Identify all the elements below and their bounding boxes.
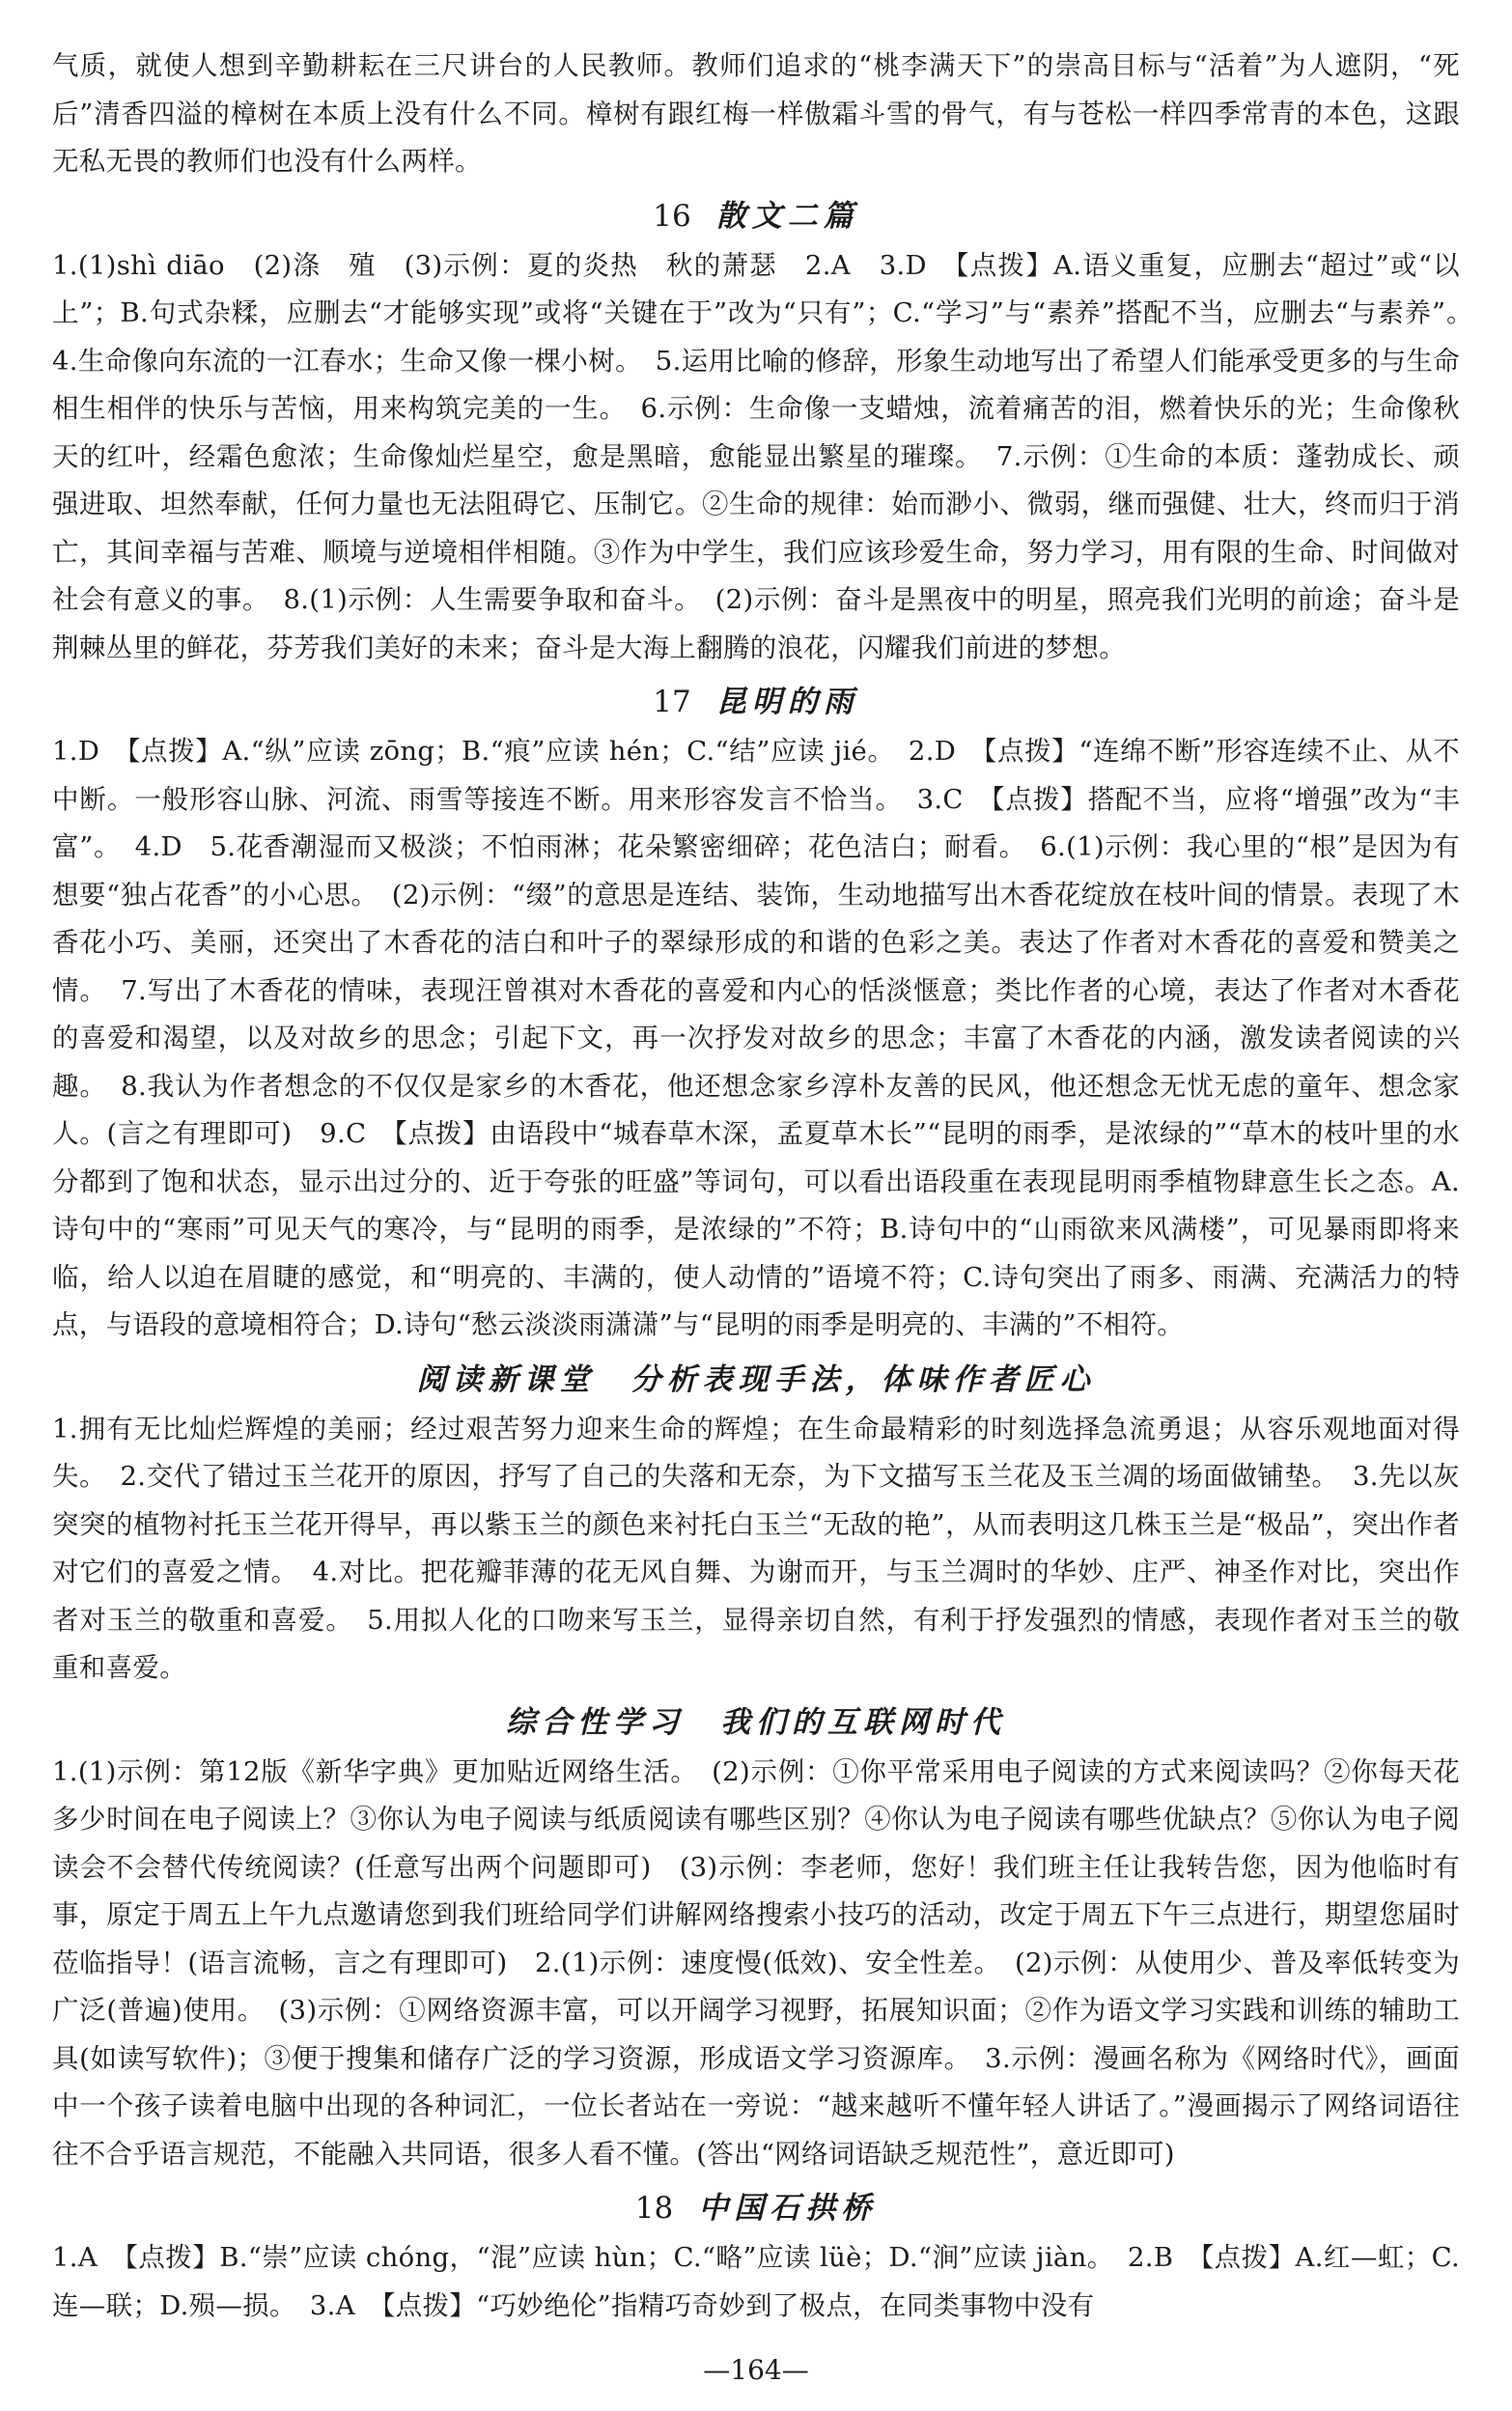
section-title: 综合性学习 我们的互联网时代 bbox=[506, 1704, 1006, 1740]
paragraph-section-17: 1.D 【点拨】A.“纵”应读 zōng；B.“痕”应读 hén；C.“结”应读 jié。 2.D 【点拨】“连绵不断”形容连续不止、从不中断。一般形容山脉、河流、雨雪等接连不断。用来形容发言不恰当。 3.C 【点拨】搭配不当，应将“增强”改为“丰富”。 4.D 5.花香潮湿而又极淡；不怕雨淋；花朵繁密细碎；花色洁白；耐看。 6.(1)示例：我心里的“根”是因为有想要“独占花香”的小心思。 (2)示例：“缀”的意思是连结、装饰，生动地描写出木香花绽放在枝叶间的情景。表现了木香花小巧、美丽，还突出了木香花的洁白和叶子的翠绿形成的和谐的色彩之美。表达了作者对木香花的喜爱和赞美之情。 7.写出了木香花的情味，表现汪曾祺对木香花的喜爱和内心的恬淡惬意；类比作者的心境，表达了作者对木香花的喜爱和渴望，以及对故乡的思念；引起下文，再一次抒发对故乡的思念；丰富了木香花的内涵，激发读者阅读的兴趣。 8.我认为作者想念的不仅仅是家乡的木香花，他还想念家乡淳朴友善的民风，他还想念无忧无虑的童年、想念家人。(言之有理即可) 9.C 【点拨】由语段中“城春草木深，孟夏草木长”“昆明的雨季，是浓绿的”“草木的枝叶里的水分都到了饱和状态，显示出过分的、近于夸张的旺盛”等词句，可以看出语段重在表现昆明雨季植物肆意生长之态。A.诗句中的“寒雨”可见天气的寒冷，与“昆明的雨季，是浓绿的”不符；B.诗句中的“山雨欲来风满楼”，可见暴雨即将来临，给人以迫在眉睫的感觉，和“明亮的、丰满的，使人动情的”语境不符；C.诗句突出了雨多、雨满、充满活力的特点，与语段的意境相符合；D.诗句“愁云淡淡雨潇潇”与“昆明的雨季是明亮的、丰满的”不相符。 bbox=[52, 736, 1460, 1340]
paragraph-integrated: 1.(1)示例：第12版《新华字典》更加贴近网络生活。 (2)示例：①你平常采用电子阅读的方式来阅读吗？②你每天花多少时间在电子阅读上？③你认为电子阅读与纸质阅读有哪些区别？④你认为电子阅读有哪些优缺点？⑤你认为电子阅读会不会替代传统阅读？(任意写出两个问题即可) (3)示例：李老师，您好！我们班主任让我转告您，因为他临时有事，原定于周五上午九点邀请您到我们班给同学们讲解网络搜索小技巧的活动，改定于周五下午三点进行，期望您届时莅临指导！(语言流畅，言之有理即可) 2.(1)示例：速度慢(低效)、安全性差。 (2)示例：从使用少、普及率低转变为广泛(普遍)使用。 (3)示例：①网络资源丰富，可以开阔学习视野，拓展知识面；②作为语文学习实践和训练的辅助工具(如读写软件)；③便于搜集和储存广泛的学习资源，形成语文学习资源库。 3.示例：漫画名称为《网络时代》，画面中一个孩子读着电脑中出现的各种词汇，一位长者站在一旁说：“越来越听不懂年轻人讲话了。”漫画揭示了网络词语往往不合乎语言规范，不能融入共同语，很多人看不懂。(答出“网络词语缺乏规范性”，意近即可) bbox=[52, 1755, 1460, 2170]
section-number: 16 bbox=[653, 198, 691, 234]
section-title: 散文二篇 bbox=[715, 198, 859, 234]
answer-page bbox=[52, 42, 1487, 2330]
section-heading-integrated bbox=[52, 1698, 1460, 1747]
paragraph-intro: 气质，就使人想到辛勤耕耘在三尺讲台的人民教师。教师们追求的“桃李满天下”的崇高目标与“活着”为人遮阴，“死后”清香四溢的樟树在本质上没有什么不同。樟树有跟红梅一样傲霜斗雪的骨气，有与苍松一样四季常青的本色，这跟无私无畏的教师们也没有什么两样。 bbox=[52, 50, 1460, 177]
section-title: 昆明的雨 bbox=[715, 685, 859, 719]
page-number: —164— bbox=[703, 2354, 809, 2386]
section-heading-16 bbox=[52, 192, 1460, 240]
section-title: 阅读新课堂 分析表现手法，体味作者匠心 bbox=[416, 1361, 1096, 1397]
section-number: 17 bbox=[653, 685, 691, 719]
paragraph-reading: 1.拥有无比灿烂辉煌的美丽；经过艰苦努力迎来生命的辉煌；在生命最精彩的时刻选择急流勇退；从容乐观地面对得失。 2.交代了错过玉兰花开的原因，抒写了自己的失落和无奈，为下文描写玉兰花及玉兰凋的场面做铺垫。 3.先以灰突突的植物衬托玉兰花开得早，再以紫玉兰的颜色来衬托白玉兰“无敌的艳”，从而表明这几株玉兰是“极品”，突出作者对它们的喜爱之情。 4.对比。把花瓣菲薄的花无风自舞、为谢而开，与玉兰凋时的华妙、庄严、神圣作对比，突出作者对玉兰的敬重和喜爱。 5.用拟人化的口吻来写玉兰，显得亲切自然，有利于抒发强烈的情感，表现作者对玉兰的敬重和喜爱。 bbox=[52, 1413, 1460, 1683]
paragraph-section-18: 1.A 【点拨】B.“崇”应读 chóng，“混”应读 hùn；C.“略”应读 lüè；D.“涧”应读 jiàn。 2.B 【点拨】A.红—虹；C.连—联；D.殒—损。 3.A 【点拨】“巧妙绝伦”指精巧奇妙到了极点，在同类事物中没有 bbox=[52, 2242, 1460, 2321]
section-title: 中国石拱桥 bbox=[698, 2191, 878, 2226]
section-number: 18 bbox=[634, 2191, 674, 2226]
section-heading-17 bbox=[52, 678, 1460, 726]
section-heading-18 bbox=[52, 2184, 1460, 2232]
section-heading-reading bbox=[52, 1356, 1460, 1404]
paragraph-section-16: 1.(1)shì diāo (2)涤 殖 (3)示例：夏的炎热 秋的萧瑟 2.A 3.D 【点拨】A.语义重复，应删去“超过”或“以上”；B.句式杂糅，应删去“才能够实现”或将“关键在于”改为“只有”；C.“学习”与“素养”搭配不当，应删去“与素养”。 4.生命像向东流的一江春水；生命又像一棵小树。 5.运用比喻的修辞，形象生动地写出了希望人们能承受更多的与生命相生相伴的快乐与苦恼，用来构筑完美的一生。 6.示例：生命像一支蜡烛，流着痛苦的泪，燃着快乐的光；生命像秋天的红叶，经霜色愈浓；生命像灿烂星空，愈是黑暗，愈能显出繁星的璀璨。 7.示例：①生命的本质：蓬勃成长、顽强进取、坦然奉献，任何力量也无法阻碍它、压制它。②生命的规律：始而渺小、微弱，继而强健、壮大，终而归于消亡，其间幸福与苦难、顺境与逆境相伴相随。③作为中学生，我们应该珍爱生命，努力学习，用有限的生命、时间做对社会有意义的事。 8.(1)示例：人生需要争取和奋斗。 (2)示例：奋斗是黑夜中的明星，照亮我们光明的前途；奋斗是荆棘丛里的鲜花，芬芳我们美好的未来；奋斗是大海上翻腾的浪花，闪耀我们前进的梦想。 bbox=[52, 249, 1487, 663]
